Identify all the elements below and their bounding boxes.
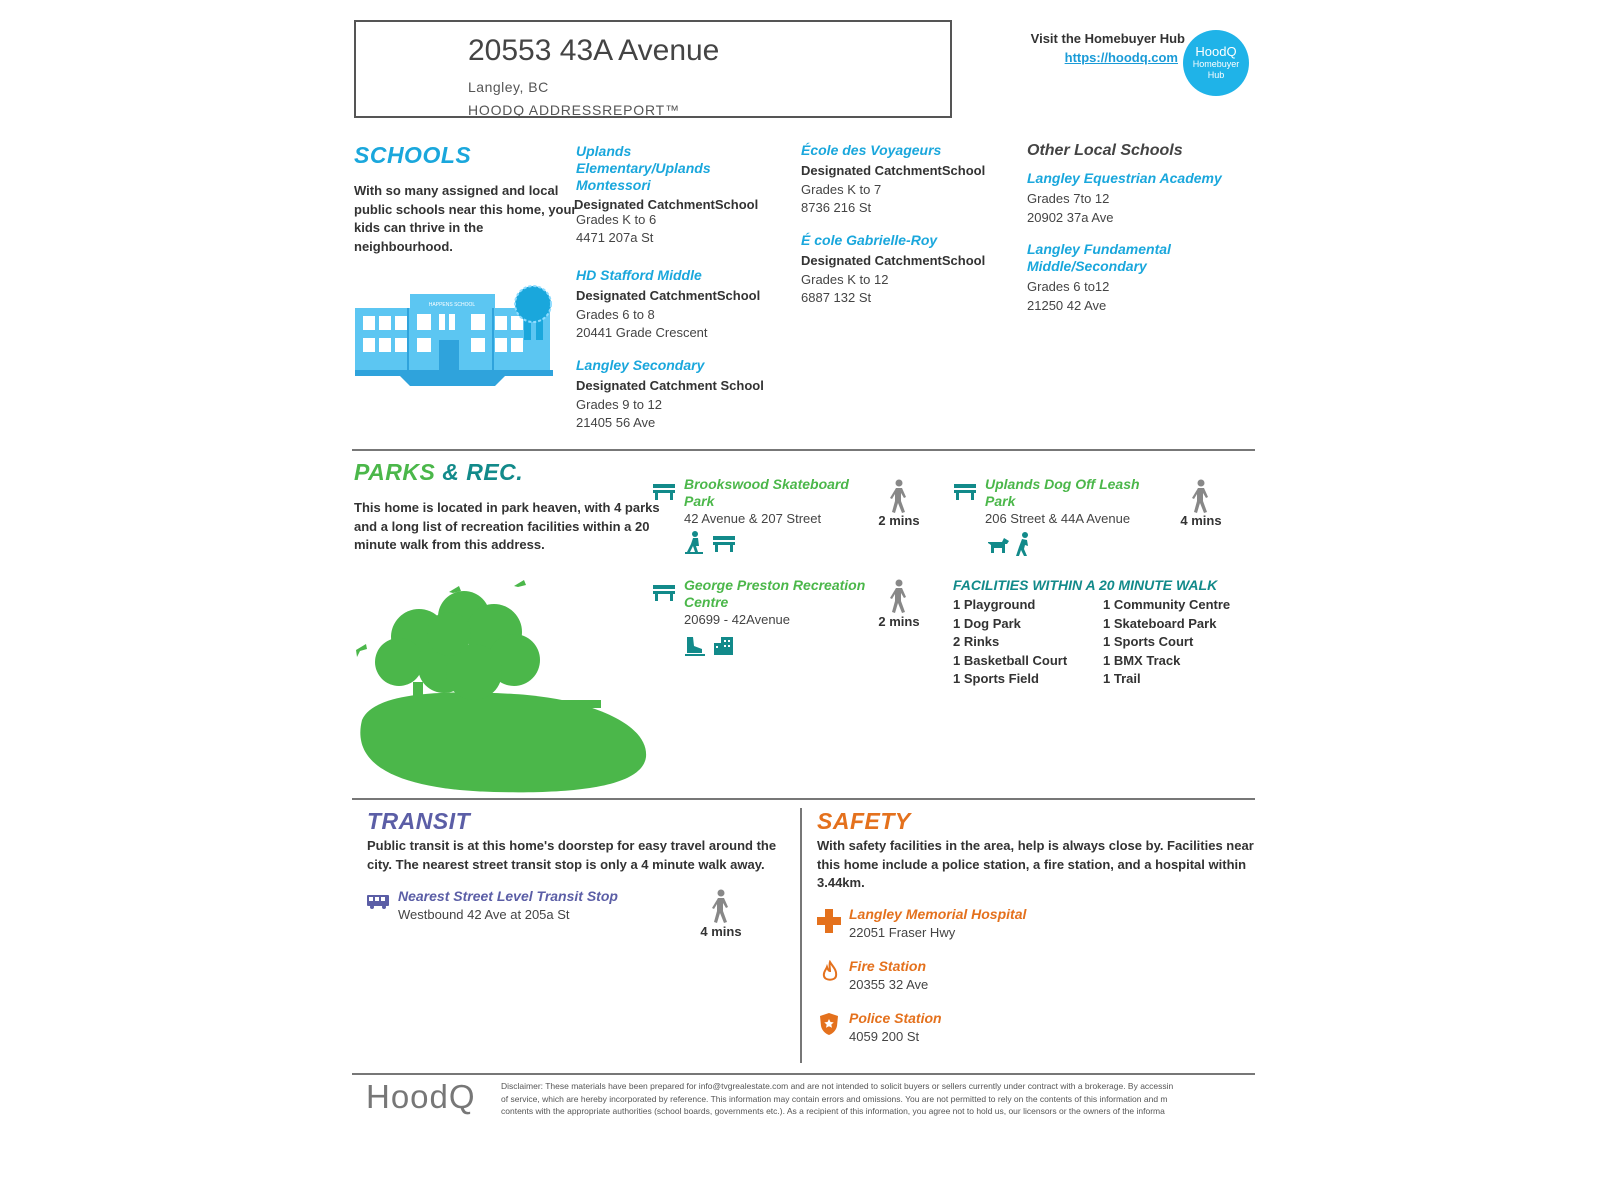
bench-icon — [712, 534, 736, 552]
homebuyer-hub-link[interactable]: https://hoodq.com — [1064, 50, 1178, 65]
school-address: 4471 207a St — [576, 230, 654, 245]
police-badge-icon — [819, 1012, 839, 1036]
school-grades: Grades K to 7 — [801, 181, 882, 197]
school-type: Designated CatchmentSchool — [574, 197, 759, 212]
school-grades: Grades 9 to 12 — [576, 396, 662, 412]
safety-address: 22051 Fraser Hwy — [849, 925, 956, 940]
transit-stop-entry — [398, 887, 618, 925]
park-name[interactable]: Park — [985, 492, 1016, 509]
report-label: HOODQ ADDRESSREPORT™ — [468, 102, 680, 118]
parks-intro-line: minute walk from this address. — [354, 537, 545, 552]
transit-intro — [367, 837, 797, 874]
park-name[interactable]: George Preston Recreation — [684, 577, 866, 593]
bench-icon — [652, 583, 676, 601]
facilities-right-list — [1103, 596, 1230, 689]
walk-time: 2 mins — [878, 614, 920, 629]
disclaimer-line: of service, which are hereby incorporated by reference. This information may contain errors and omissions. You are not permitted to rely on the contents of this information and m — [501, 1093, 1168, 1104]
school-type: Designated CatchmentSchool — [576, 288, 761, 303]
school-entry — [801, 142, 1016, 218]
disclaimer-line: Disclaimer: These materials have been prepared for info@tvgrealestate.com and are not intended to solicit buyers or sellers currently under contract with a brokerage. By accessin — [501, 1081, 1174, 1091]
walk-time: 4 mins — [1180, 513, 1222, 528]
facilities-title: FACILITIES WITHIN A 20 MINUTE WALK — [953, 577, 1218, 593]
hoodq-footer-logo: HoodQ — [366, 1078, 476, 1115]
school-name[interactable]: Montessori — [576, 177, 651, 193]
school-name[interactable]: Langley Equestrian Academy — [1027, 170, 1222, 186]
walk-time: 4 mins — [700, 924, 742, 939]
address-title: 20553 43A Avenue — [468, 34, 720, 67]
safety-intro-line: this home include a police station, a fire station, and a hospital within — [817, 856, 1247, 872]
park-name[interactable]: Park — [684, 492, 715, 509]
facility-item: 1 Sports Court — [1103, 634, 1194, 649]
school-grades: Grades 6 to12 — [1027, 279, 1110, 294]
park-address: 42 Avenue & 207 Street — [684, 511, 822, 526]
walking-person-icon — [1189, 479, 1213, 513]
safety-address: 4059 200 St — [849, 1029, 920, 1044]
safety-name[interactable]: Langley Memorial Hospital — [849, 906, 1027, 922]
school-sign-text: HAPPENS SCHOOL — [428, 302, 476, 308]
column-divider — [800, 808, 802, 1063]
hub-logo-line3: Hub — [1207, 70, 1225, 80]
safety-title: SAFETY — [817, 808, 911, 834]
safety-intro — [817, 837, 1272, 893]
facility-item: 1 Playground — [953, 597, 1036, 612]
schools-intro-line: kids can thrive in the — [354, 220, 484, 235]
facility-item: 1 Basketball Court — [953, 652, 1068, 668]
building-icon — [713, 636, 735, 656]
schools-intro-line: neighbourhood. — [354, 238, 453, 254]
facility-item: 2 Rinks — [953, 634, 1000, 649]
safety-address: 20355 32 Ave — [849, 977, 929, 992]
transit-intro-line: city. The nearest street transit stop is only a 4 minute walk away. — [367, 856, 765, 872]
school-entry — [576, 357, 796, 433]
transit-intro-line: Public transit is at this home's doorstep for easy travel around the — [367, 838, 777, 853]
walking-person-icon — [887, 479, 911, 513]
park-name[interactable]: Uplands Dog Off Leash — [985, 476, 1140, 492]
school-type: Designated CatchmentSchool — [801, 253, 986, 268]
schools-intro-line: public schools near this home, your — [354, 201, 577, 217]
parks-title — [354, 459, 523, 486]
safety-intro-line: 3.44km. — [817, 875, 865, 890]
school-name[interactable]: Langley Secondary — [576, 357, 705, 373]
school-grades: Grades 7to 12 — [1027, 191, 1110, 206]
skateboarder-icon — [684, 531, 706, 555]
section-divider — [352, 449, 1255, 451]
facilities-left-list — [953, 596, 1067, 689]
school-entry — [576, 143, 796, 248]
parks-intro-line: This home is located in park heaven, with 4 parks — [354, 500, 660, 515]
school-building-illustration — [355, 282, 570, 392]
school-grades: Grades 6 to 8 — [576, 306, 655, 322]
facility-item: 1 Sports Field — [953, 671, 1039, 686]
school-grades: Grades K to 6 — [576, 211, 657, 227]
safety-intro-line: With safety facilities in the area, help is always close by. Facilities near — [817, 838, 1254, 853]
hospital-cross-icon — [817, 909, 841, 933]
school-name[interactable]: Middle/Secondary — [1027, 258, 1147, 274]
school-address: 6887 132 St — [801, 290, 872, 305]
park-name[interactable]: Centre — [684, 593, 729, 610]
bench-icon — [953, 482, 977, 500]
schools-intro-line: With so many assigned and local — [354, 183, 559, 198]
bench-icon — [652, 482, 676, 500]
walking-person-icon — [709, 889, 733, 923]
walk-time: 2 mins — [878, 513, 920, 528]
safety-entry — [849, 1009, 942, 1047]
transit-stop-address: Westbound 42 Ave at 205a St — [398, 907, 570, 922]
school-address: 20441 Grade Crescent — [576, 325, 708, 340]
address-city: Langley, BC — [468, 79, 549, 95]
school-address: 21405 56 Ave — [576, 415, 656, 430]
hoodq-hub-logo[interactable] — [1183, 30, 1249, 96]
disclaimer-line: contents with the appropriate authorities (school boards, governments etc.). As a recipient of this information, you agree not to hold us, our licensors or the owners of the informa — [501, 1106, 1165, 1116]
facility-item: 1 Trail — [1103, 671, 1141, 686]
fire-icon — [821, 960, 839, 984]
school-entry — [576, 267, 796, 343]
park-address: 206 Street & 44A Avenue — [985, 511, 1131, 526]
skate-icon — [684, 636, 706, 656]
parks-title-a: PARKS — [354, 459, 436, 485]
parks-title-b: & REC. — [442, 459, 524, 485]
school-name[interactable]: Uplands — [576, 143, 632, 159]
hub-logo-line2: Homebuyer — [1192, 59, 1240, 69]
school-name[interactable]: École des Voyageurs — [801, 142, 942, 158]
facility-item: 1 Dog Park — [953, 615, 1021, 631]
school-entry — [801, 232, 1016, 308]
parks-intro — [354, 499, 674, 555]
facility-item: 1 BMX Track — [1103, 652, 1181, 668]
school-address: 20902 37a Ave — [1027, 209, 1114, 225]
school-name[interactable]: É cole Gabrielle-Roy — [801, 232, 938, 248]
school-grades: Grades K to 12 — [801, 271, 889, 287]
schools-title: SCHOOLS — [354, 142, 472, 168]
school-type: Designated Catchment School — [576, 378, 764, 393]
school-address: 8736 216 St — [801, 200, 872, 215]
park-address: 20699 - 42Avenue — [684, 612, 791, 627]
school-type: Designated CatchmentSchool — [801, 163, 986, 178]
facility-item: 1 Skateboard Park — [1103, 615, 1217, 631]
parks-intro-line: and a long list of recreation facilities within a 20 — [354, 518, 650, 534]
park-illustration — [354, 572, 654, 797]
park-entry — [684, 476, 874, 529]
walking-person-icon — [887, 579, 911, 613]
section-divider — [352, 1073, 1255, 1075]
school-name[interactable]: Elementary/Uplands — [576, 160, 711, 176]
transit-title: TRANSIT — [367, 808, 471, 834]
school-address: 21250 42 Ave — [1027, 297, 1107, 313]
runner-icon — [1015, 532, 1031, 556]
schools-intro — [354, 182, 584, 256]
safety-entry — [849, 957, 928, 995]
homebuyer-hub-text: Visit the Homebuyer Hub — [1030, 31, 1185, 46]
school-name[interactable]: HD Stafford Middle — [576, 267, 702, 283]
facility-item: 1 Community Centre — [1103, 597, 1231, 612]
school-entry — [1027, 170, 1267, 227]
dog-icon — [986, 536, 1010, 554]
disclaimer — [501, 1080, 1269, 1120]
bus-icon — [366, 894, 390, 910]
other-schools-title: Other Local Schools — [1027, 142, 1183, 159]
park-name[interactable]: Brookswood Skateboard — [684, 476, 849, 492]
section-divider — [352, 798, 1255, 800]
school-entry — [1027, 241, 1267, 315]
safety-name[interactable]: Fire Station — [849, 958, 927, 974]
school-name[interactable]: Langley Fundamental — [1027, 241, 1171, 257]
safety-name[interactable]: Police Station — [849, 1010, 942, 1026]
hub-logo-line1: HoodQ — [1195, 44, 1237, 59]
safety-entry — [849, 905, 1026, 943]
park-entry — [684, 577, 884, 630]
transit-stop-name[interactable]: Nearest Street Level Transit Stop — [398, 888, 618, 904]
park-entry — [985, 476, 1185, 529]
